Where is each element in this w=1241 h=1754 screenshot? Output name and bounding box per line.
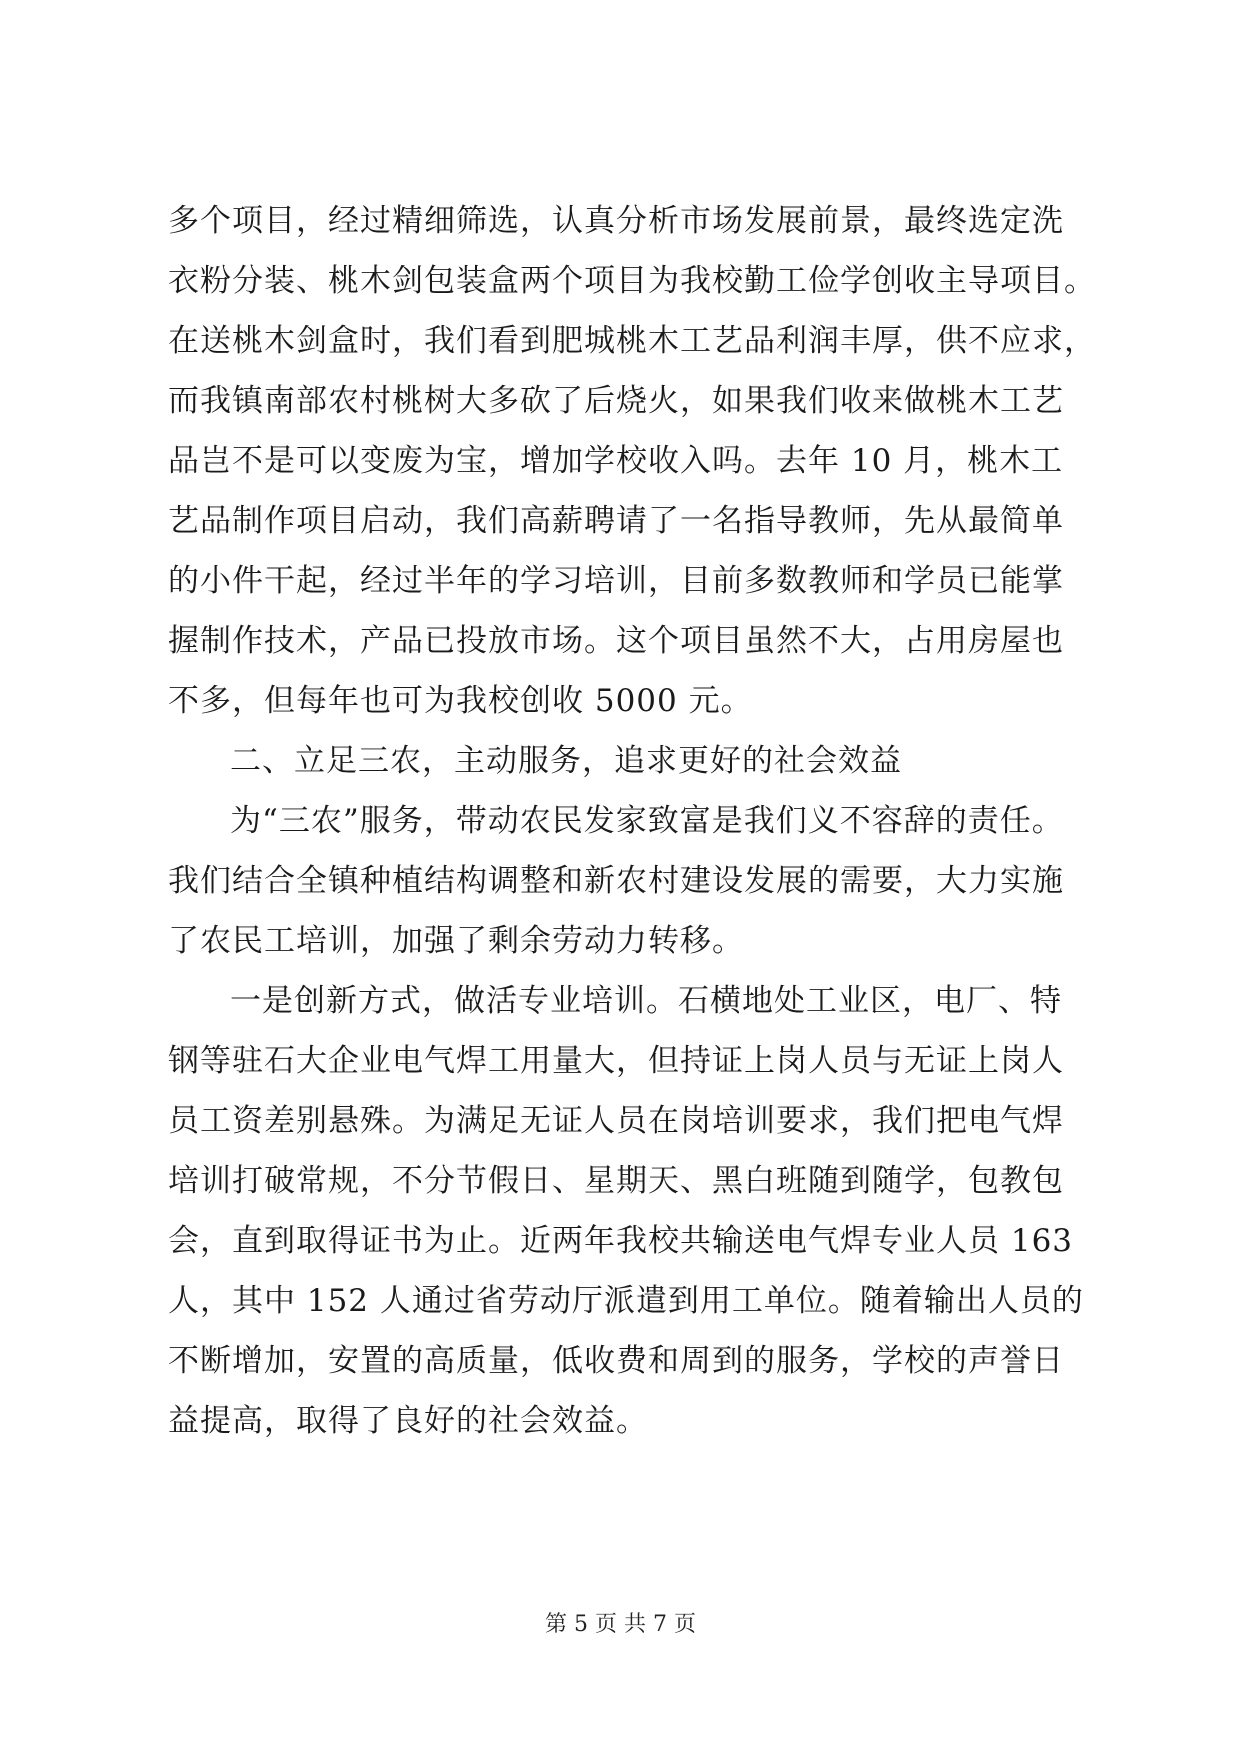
text-line: 为“三农”服务，带动农民发家致富是我们义不容辞的责任。 <box>230 803 1064 839</box>
page-number-footer: 第 5 页 共 7 页 <box>545 1612 696 1637</box>
text-line: 人，其中 152 人通过省劳动厅派遣到用工单位。随着输出人员的 <box>168 1283 1084 1319</box>
text-line: 了农民工培训，加强了剩余劳动力转移。 <box>168 923 744 959</box>
text-line: 握制作技术，产品已投放市场。这个项目虽然不大，占用房屋也 <box>168 623 1064 659</box>
text-line: 我们结合全镇种植结构调整和新农村建设发展的需要，大力实施 <box>168 863 1064 899</box>
text-line: 的小件干起，经过半年的学习培训，目前多数教师和学员已能掌 <box>168 563 1064 599</box>
text-line: 钢等驻石大企业电气焊工用量大，但持证上岗人员与无证上岗人 <box>168 1043 1064 1079</box>
text-line: 员工资差别悬殊。为满足无证人员在岗培训要求，我们把电气焊 <box>168 1103 1064 1139</box>
text-line: 艺品制作项目启动，我们高薪聘请了一名指导教师，先从最简单 <box>168 503 1064 539</box>
text-line: 多个项目，经过精细筛选，认真分析市场发展前景，最终选定洗 <box>168 203 1064 239</box>
text-line: 不断增加，安置的高质量，低收费和周到的服务，学校的声誉日 <box>168 1343 1064 1379</box>
text-line: 品岂不是可以变废为宝，增加学校收入吗。去年 10 月，桃木工 <box>168 443 1064 479</box>
text-line: 在送桃木剑盒时，我们看到肥城桃木工艺品利润丰厚，供不应求， <box>168 323 1096 359</box>
section-heading: 二、立足三农，主动服务，追求更好的社会效益 <box>230 743 902 779</box>
text-line: 培训打破常规，不分节假日、星期天、黑白班随到随学，包教包 <box>168 1163 1064 1199</box>
text-line: 而我镇南部农村桃树大多砍了后烧火，如果我们收来做桃木工艺 <box>168 383 1064 419</box>
text-line: 衣粉分装、桃木剑包装盒两个项目为我校勤工俭学创收主导项目。 <box>168 263 1096 299</box>
text-line: 益提高，取得了良好的社会效益。 <box>168 1403 648 1439</box>
text-line: 会，直到取得证书为止。近两年我校共输送电气焊专业人员 163 <box>168 1223 1074 1259</box>
text-line: 一是创新方式，做活专业培训。石横地处工业区，电厂、特 <box>230 983 1062 1019</box>
text-line: 不多，但每年也可为我校创收 5000 元。 <box>168 683 753 719</box>
